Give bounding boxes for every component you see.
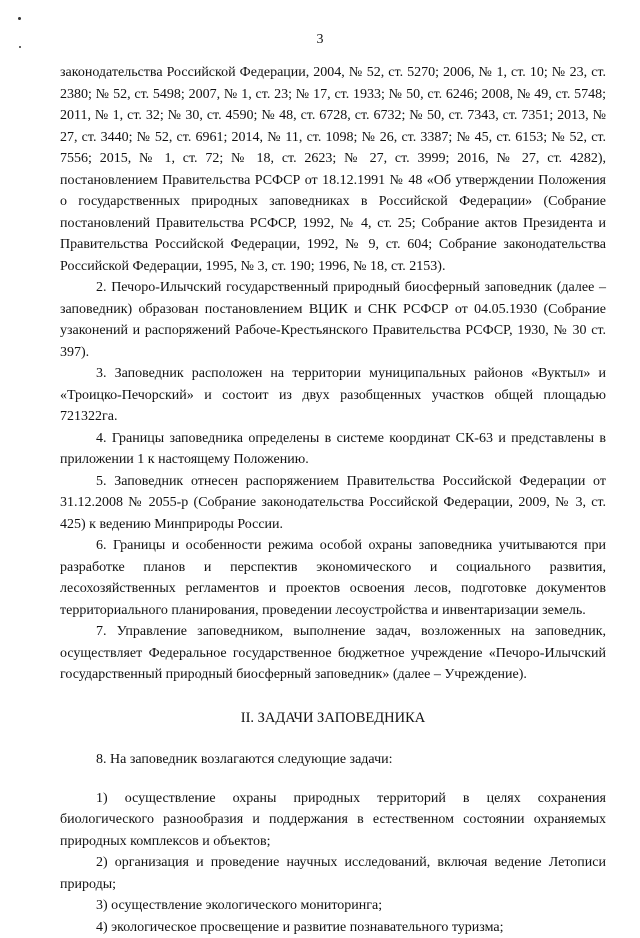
paragraph-5: 5. Заповедник отнесен распоряжением Правительства Российской Федерации от 31.12.2008 № 2055-р (Собрание законодательства Российской Федерации, 2009, № 3, ст. 425) к ведению Минприроды России. [60, 471, 606, 536]
paragraph-6: 6. Границы и особенности режима особой охраны заповедника учитываются при разработке планов и перспектив экономического и социального развития, лесохозяйственных регламентов и проектов освоения лесов, подготовке документов территориального планирования, проведении лесоустройства и инвентаризации земель. [60, 535, 606, 621]
paragraph-3: 3. Заповедник расположен на территории муниципальных районов «Вуктыл» и «Троицко-Печорский» и состоит из двух разобщенных участков общей площадью 721322га. [60, 363, 606, 428]
scan-speck [18, 17, 21, 20]
task-item-1: 1) осуществление охраны природных территорий в целях сохранения биологического разнообразия и поддержания в естественном состоянии охраняемых природных комплексов и объектов; [60, 788, 606, 853]
task-item-2: 2) организация и проведение научных исследований, включая ведение Летописи природы; [60, 852, 606, 895]
paragraph-4: 4. Границы заповедника определены в системе координат СК-63 и представлены в приложении 1 к настоящему Положению. [60, 428, 606, 471]
section-title: II. ЗАДАЧИ ЗАПОВЕДНИКА [60, 708, 606, 730]
paragraph-8: 8. На заповедник возлагаются следующие задачи: [60, 749, 606, 771]
task-item-4: 4) экологическое просвещение и развитие познавательного туризма; [60, 917, 606, 938]
paragraph-continued: законодательства Российской Федерации, 2004, № 52, ст. 5270; 2006, № 1, ст. 10; № 23, ст. 2380; № 52, ст. 5498; 2007, № 1, ст. 23; № 17, ст. 1933; № 50, ст. 6246; 2008, № 49, ст. 5748; 2011, № 1, ст. 32; № 30, ст. 4590; № 48, ст. 6728, ст. 6732; № 50, ст. 7343, ст. 7351; 2013, № 27, ст. 3440; № 52, ст. 6961; 2014, № 11, ст. 1098; № 26, ст. 3387; № 45, ст. 6153; № 52, ст. 7556; 2015, № 1, ст. 72; № 18, ст. 2623; № 27, ст. 3999; 2016, № 27, ст. 4282), постановлением Правительства РСФСР от 18.12.1991 № 48 «Об утверждении Положения о государственных природных заповедниках в Российской Федерации» (Собрание постановлений Правительства РСФСР, 1992, № 4, ст. 25; Собрание актов Президента и Правительства Российской Федерации, 1992, № 9, ст. 604; Собрание законодательства Российской Федерации, 1995, № 3, ст. 190; 1996, № 18, ст. 2153). [60, 62, 606, 277]
paragraph-2: 2. Печоро-Илычский государственный природный биосферный заповедник (далее – заповедник) образован постановлением ВЦИК и СНК РСФСР от 04.05.1930 (Собрание узаконений и распоряжений Рабоче-Крестьянского Правительства РСФСР, 1930, № 30 ст. 397). [60, 277, 606, 363]
paragraph-7: 7. Управление заповедником, выполнение задач, возложенных на заповедник, осуществляет Федеральное государственное бюджетное учреждение «Печоро-Илычский государственный природный биосферный заповедник» (далее – Учреждение). [60, 621, 606, 686]
page-number: 3 [0, 32, 640, 48]
document-body [60, 62, 606, 938]
task-item-3: 3) осуществление экологического мониторинга; [60, 895, 606, 917]
